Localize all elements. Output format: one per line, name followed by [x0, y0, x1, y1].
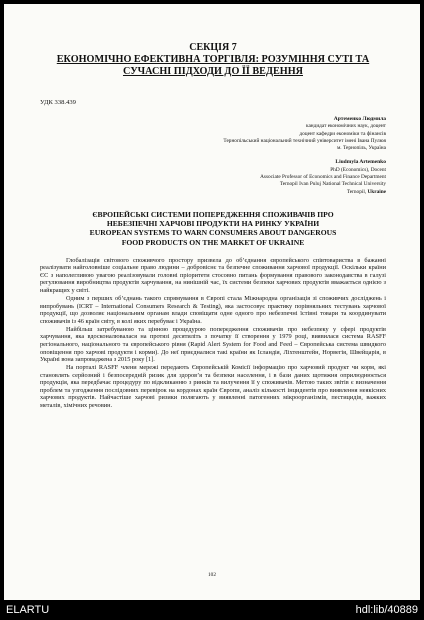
author-ua-degree: кандидат економічних наук, доцент [305, 123, 386, 130]
author-en-university: Ternopil Ivan Puluj National Technical University [279, 181, 386, 188]
author-ua-position: доцент кафедри економіки та фінансів [299, 130, 386, 137]
author-ua-city: м. Тернопіль, Україна [336, 145, 386, 152]
repository-name: ELARTU [6, 604, 50, 616]
section-title-line-1: ЕКОНОМІЧНО ЕФЕКТИВНА ТОРГІВЛЯ: РОЗУМІННЯ СУТІ ТА [56, 54, 370, 65]
section-title-line-2: СУЧАСНІ ПІДХОДИ ДО ЇЇ ВЕДЕННЯ [122, 66, 303, 77]
handle-identifier: hdl:lib/40889 [355, 604, 418, 616]
paragraph: На порталі RASFF члени мережі передають Європейській Комісії інформацію про харчовий продукт чи корм, які становлять серйозний і безпосередній ризик для здоров’я та безпеки населення, і в бази даних щотижня оприлюднюється продукція, яка передбачає процедуру по відкликанню з ринків та вилучення її у споживачів. Метою таких звітів є визначення проблем та узгодження послідовних перевірок на кордонах країн Європи, аналіз кількості інцидентів про виявлення неякісних харчових продуктів. Найчастіше харчові ризики полягають у виявленні патогенних мікроорганізмів, пестицидів, важких металів, хімічних речовин. [40, 364, 386, 409]
paragraph: Одним з перших об’єднань такого спрямування в Європі стала Міжнародна організація зі споживчих досліджень і випробувань (ICRT – International Consumers Research & Testing), яка застосовує практику порівняльних тестувань харчової продукції, що дозволяє національним органам влади сповіщати одне одного про небезпечні їстівні товари та координувати споживачів із 46 країн світу, в колі яких перебуває і Україна. [40, 295, 386, 325]
section-heading [40, 42, 386, 78]
section-number: СЕКЦІЯ 7 [189, 42, 237, 53]
paragraph: Глобалізація світового споживчого простору призвела до об’єднання європейського співтовариства в бажанні реалізувати найголовніше соціальне право людини – добровіснє та безпечне споживання харчової продукції. Оскільки країни ЄС з наполегливою увагою реалізовували головні пріоритети стосовно питань формування правового законодавства в галузі регулювання виробництва продуктів харчування, на нинішній час, їх системи безпеки харчових продуктів вважається однією з найкращих у світі. [40, 256, 386, 294]
author-ua-name: Артеменко Людмила [333, 116, 386, 122]
author-ua-block [40, 116, 386, 152]
author-en-degree: PhD (Economics), Docent [330, 166, 386, 173]
author-en-position: Associate Professor of Economics and Finance Department [260, 174, 386, 181]
author-en-block [40, 159, 386, 195]
viewer-footer-bar [0, 600, 424, 620]
article-body [40, 257, 386, 410]
author-en-name: Liudmyla Artemenko [335, 159, 386, 166]
article-title-line-2: НЕБЕЗПЕЧНІ ХАРЧОВІ ПРОДУКТИ НА РИНКУ УКРАЇНИ [106, 219, 320, 229]
author-en-city: Ternopil, [346, 188, 367, 195]
article-title-line-1: ЄВРОПЕЙСЬКІ СИСТЕМИ ПОПЕРЕДЖЕННЯ СПОЖИВАЧІВ ПРО [92, 209, 334, 219]
page-number: 102 [208, 572, 216, 578]
document-page [4, 4, 420, 600]
paragraph: Найбільш затребуваною та цінною процедурою попередження споживачів про небезпеку у сфері продуктів харчування, яка вдосконалювалася на протязі десятиліть з початку її створення у 1979 році, виявилася система RASFF регіонального, національного та європейського рівня (Rapid Alert System for Food and Feed – Європейська система швидкого оповіщення про харчові продукти і корми). До неї приєдналися такі країни як Ісландія, Ліхтенштейн, Норвегія, Швейцарія, в Україні вона запроваджена з 2015 року [1]. [40, 325, 386, 364]
author-en-country: Ukraine [367, 188, 386, 195]
article-title-line-4: FOOD PRODUCTS ON THE MARKET OF UKRAINE [121, 237, 305, 247]
article-title [40, 210, 386, 247]
udk-code: УДК 338.439 [40, 99, 76, 106]
author-ua-university: Тернопільський національний технічний університет імені Івана Пулюя [223, 137, 386, 144]
author-en-location [40, 189, 386, 196]
article-title-line-3: EUROPEAN SYSTEMS TO WARN CONSUMERS ABOUT DANGEROUS [89, 228, 337, 238]
